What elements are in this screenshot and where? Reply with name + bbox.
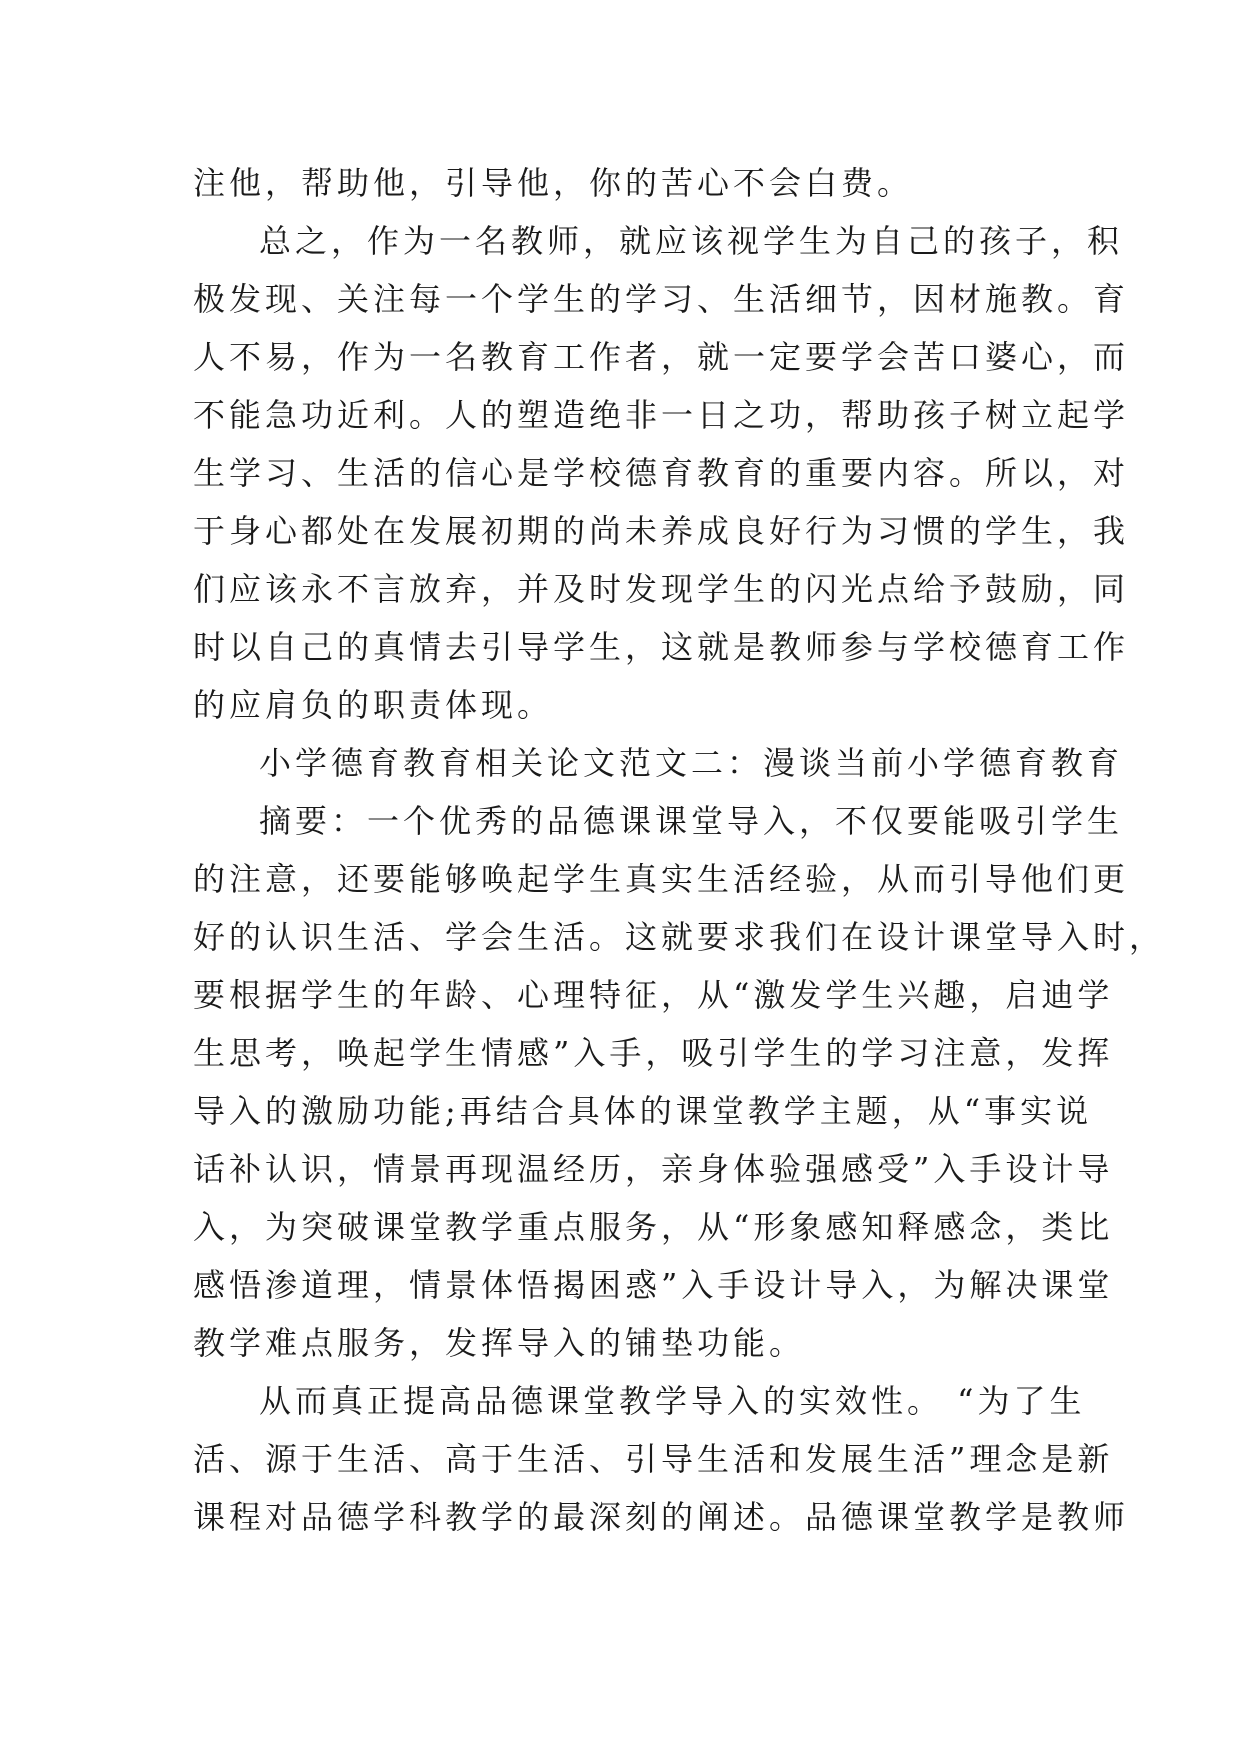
text-line: 从而真正提高品德课堂教学导入的实效性。 “为了生 — [259, 1382, 1086, 1420]
text-line: 感悟渗道理，情景体悟揭困惑”入手设计导入，为解决课堂 — [193, 1266, 1114, 1304]
text-line: 导入的激励功能;再结合具体的课堂教学主题，从“事实说 — [193, 1092, 1093, 1130]
text-line: 话补认识，情景再现温经历，亲身体验强感受”入手设计导 — [193, 1150, 1114, 1188]
text-line: 入，为突破课堂教学重点服务，从“形象感知释感念，类比 — [193, 1208, 1114, 1246]
text-line: 注他，帮助他，引导他，你的苦心不会白费。 — [193, 164, 914, 202]
text-line: 不能急功近利。人的塑造绝非一日之功，帮助孩子树立起学 — [193, 396, 1130, 434]
text-line: 人不易，作为一名教育工作者，就一定要学会苦口婆心，而 — [193, 338, 1130, 376]
text-line: 生思考，唤起学生情感”入手，吸引学生的学习注意，发挥 — [193, 1034, 1114, 1072]
text-line: 小学德育教育相关论文范文二：漫谈当前小学德育教育 — [259, 744, 1124, 782]
text-line: 们应该永不言放弃，并及时发现学生的闪光点给予鼓励，同 — [193, 570, 1130, 608]
text-line: 教学难点服务，发挥导入的铺垫功能。 — [193, 1324, 806, 1362]
text-line: 要根据学生的年龄、心理特征，从“激发学生兴趣，启迪学 — [193, 976, 1114, 1014]
text-line: 课程对品德学科教学的最深刻的阐述。品德课堂教学是教师 — [193, 1498, 1130, 1536]
text-line: 极发现、关注每一个学生的学习、生活细节，因材施教。育 — [193, 280, 1130, 318]
document-body — [193, 154, 1166, 1546]
text-line: 好的认识生活、学会生活。这就要求我们在设计课堂导入时， — [193, 918, 1166, 956]
text-line: 的应肩负的职责体现。 — [193, 686, 554, 724]
text-line: 摘要：一个优秀的品德课课堂导入，不仅要能吸引学生 — [259, 802, 1124, 840]
text-line: 活、源于生活、高于生活、引导生活和发展生活”理念是新 — [193, 1440, 1114, 1478]
text-line: 时以自己的真情去引导学生，这就是教师参与学校德育工作 — [193, 628, 1130, 666]
text-line: 总之，作为一名教师，就应该视学生为自己的孩子，积 — [259, 222, 1124, 260]
text-line: 于身心都处在发展初期的尚未养成良好行为习惯的学生，我 — [193, 512, 1130, 550]
text-line: 的注意，还要能够唤起学生真实生活经验，从而引导他们更 — [193, 860, 1130, 898]
text-line: 生学习、生活的信心是学校德育教育的重要内容。所以，对 — [193, 454, 1130, 492]
